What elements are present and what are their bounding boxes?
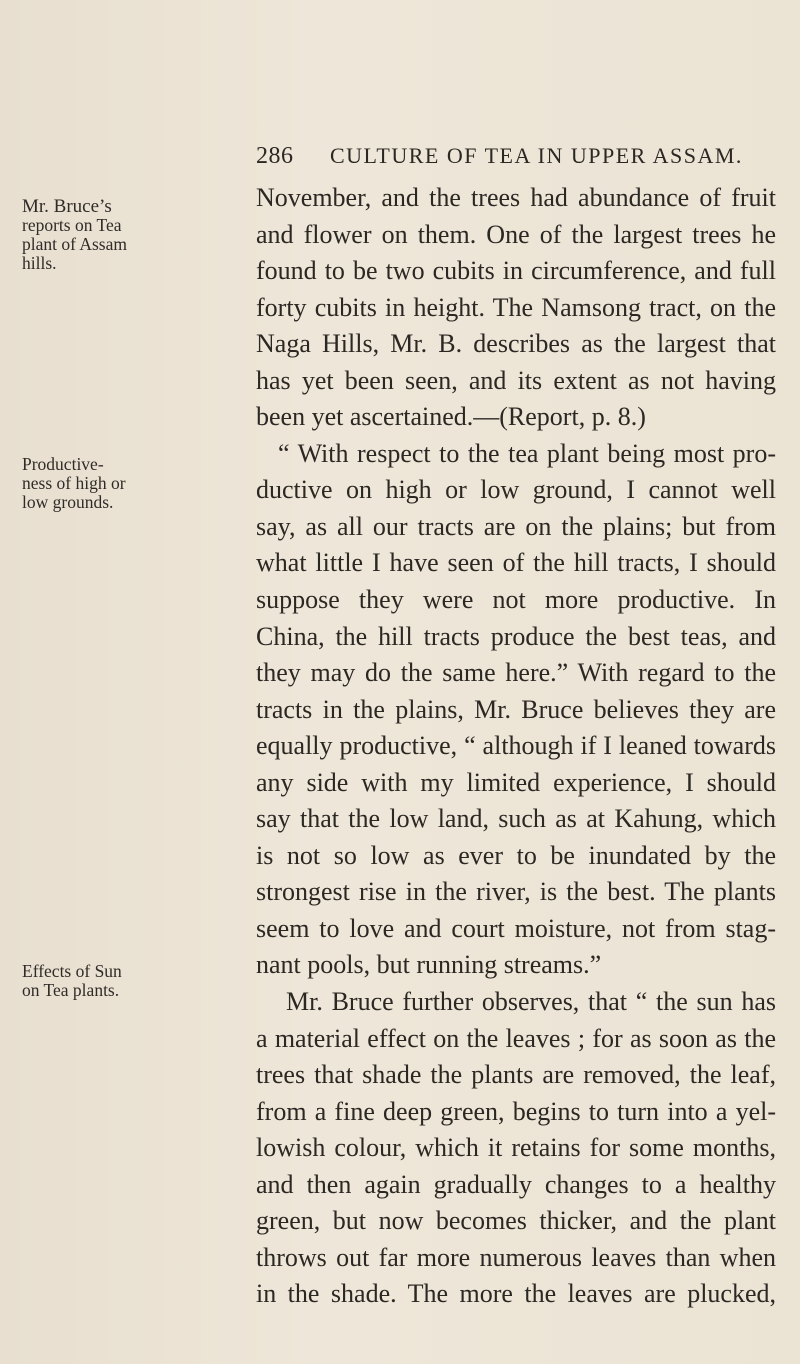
body-line: say, as all our tracts are on the plains; but from bbox=[256, 511, 776, 541]
body-line: seem to love and court moisture, not from stag- bbox=[256, 913, 776, 943]
body-line: equally productive, “ although if I leaned towards bbox=[256, 731, 776, 761]
body-line: lowish colour, which it retains for some months, bbox=[256, 1133, 776, 1163]
body-line: Naga Hills, Mr. B. describes as the largest that bbox=[256, 329, 776, 359]
body-line: a material effect on the leaves ; for as soon as the bbox=[256, 1023, 776, 1053]
body-line: nant pools, but running streams.” bbox=[256, 950, 602, 980]
body-line: ductive on high or low ground, I cannot well bbox=[256, 475, 776, 505]
margin-note-bruce-reports bbox=[22, 197, 250, 273]
body-line: China, the hill tracts produce the best teas, and bbox=[256, 621, 776, 651]
body-text bbox=[256, 180, 776, 1313]
body-line: any side with my limited experience, I should bbox=[256, 767, 776, 797]
body-line: say that the low land, such as at Kahung, which bbox=[256, 804, 776, 834]
margin-note-line: low grounds. bbox=[22, 492, 114, 512]
body-line: what little I have seen of the hill tracts, I should bbox=[256, 548, 776, 578]
margin-note-line: on Tea plants. bbox=[22, 980, 120, 1000]
margin-note-line: ness of high or bbox=[22, 473, 126, 493]
body-line: tracts in the plains, Mr. Bruce believes they are bbox=[256, 694, 776, 724]
margin-note-line: plant of Assam bbox=[22, 234, 127, 254]
body-line: throws out far more numerous leaves than when bbox=[256, 1242, 776, 1272]
body-line: “ With respect to the tea plant being most pro- bbox=[278, 438, 776, 468]
running-head bbox=[256, 143, 776, 170]
body-line: from a fine deep green, begins to turn into a yel- bbox=[256, 1096, 776, 1126]
margin-note-line: hills. bbox=[22, 253, 57, 273]
body-line: Mr. Bruce further observes, that “ the sun has bbox=[286, 987, 776, 1017]
body-line: is not so low as ever to be inundated by the bbox=[256, 840, 776, 870]
margin-note-line: Effects of Sun bbox=[22, 961, 122, 981]
margin-note-effects-of-sun bbox=[22, 962, 250, 1000]
body-line: been yet ascertained.—(Report, p. 8.) bbox=[256, 402, 646, 432]
body-line: strongest rise in the river, is the best. The plants bbox=[256, 877, 776, 907]
body-line: and then again gradually changes to a healthy bbox=[256, 1169, 776, 1199]
margin-note-line: Mr. Bruce’s bbox=[22, 196, 112, 217]
body-line: has yet been seen, and its extent as not having bbox=[256, 365, 776, 395]
body-line: trees that shade the plants are removed, the leaf, bbox=[256, 1060, 776, 1090]
body-line: forty cubits in height. The Namsong tract, on the bbox=[256, 292, 776, 322]
running-title: CULTURE OF TEA IN UPPER ASSAM. bbox=[329, 143, 743, 168]
margin-note-line: Productive- bbox=[22, 454, 104, 474]
body-line: and flower on them. One of the largest trees he bbox=[256, 219, 776, 249]
body-line: green, but now becomes thicker, and the plant bbox=[256, 1206, 776, 1236]
body-line: in the shade. The more the leaves are plucked, bbox=[256, 1279, 776, 1309]
page-number: 286 bbox=[256, 143, 294, 169]
body-line: found to be two cubits in circumference, and full bbox=[256, 256, 776, 286]
body-line: November, and the trees had abundance of fruit bbox=[256, 183, 776, 212]
margin-note-productiveness bbox=[22, 455, 250, 512]
body-line: they may do the same here.” With regard to the bbox=[256, 658, 776, 688]
margin-note-line: reports on Tea bbox=[22, 215, 122, 235]
body-line: suppose they were not more productive. In bbox=[256, 585, 776, 615]
